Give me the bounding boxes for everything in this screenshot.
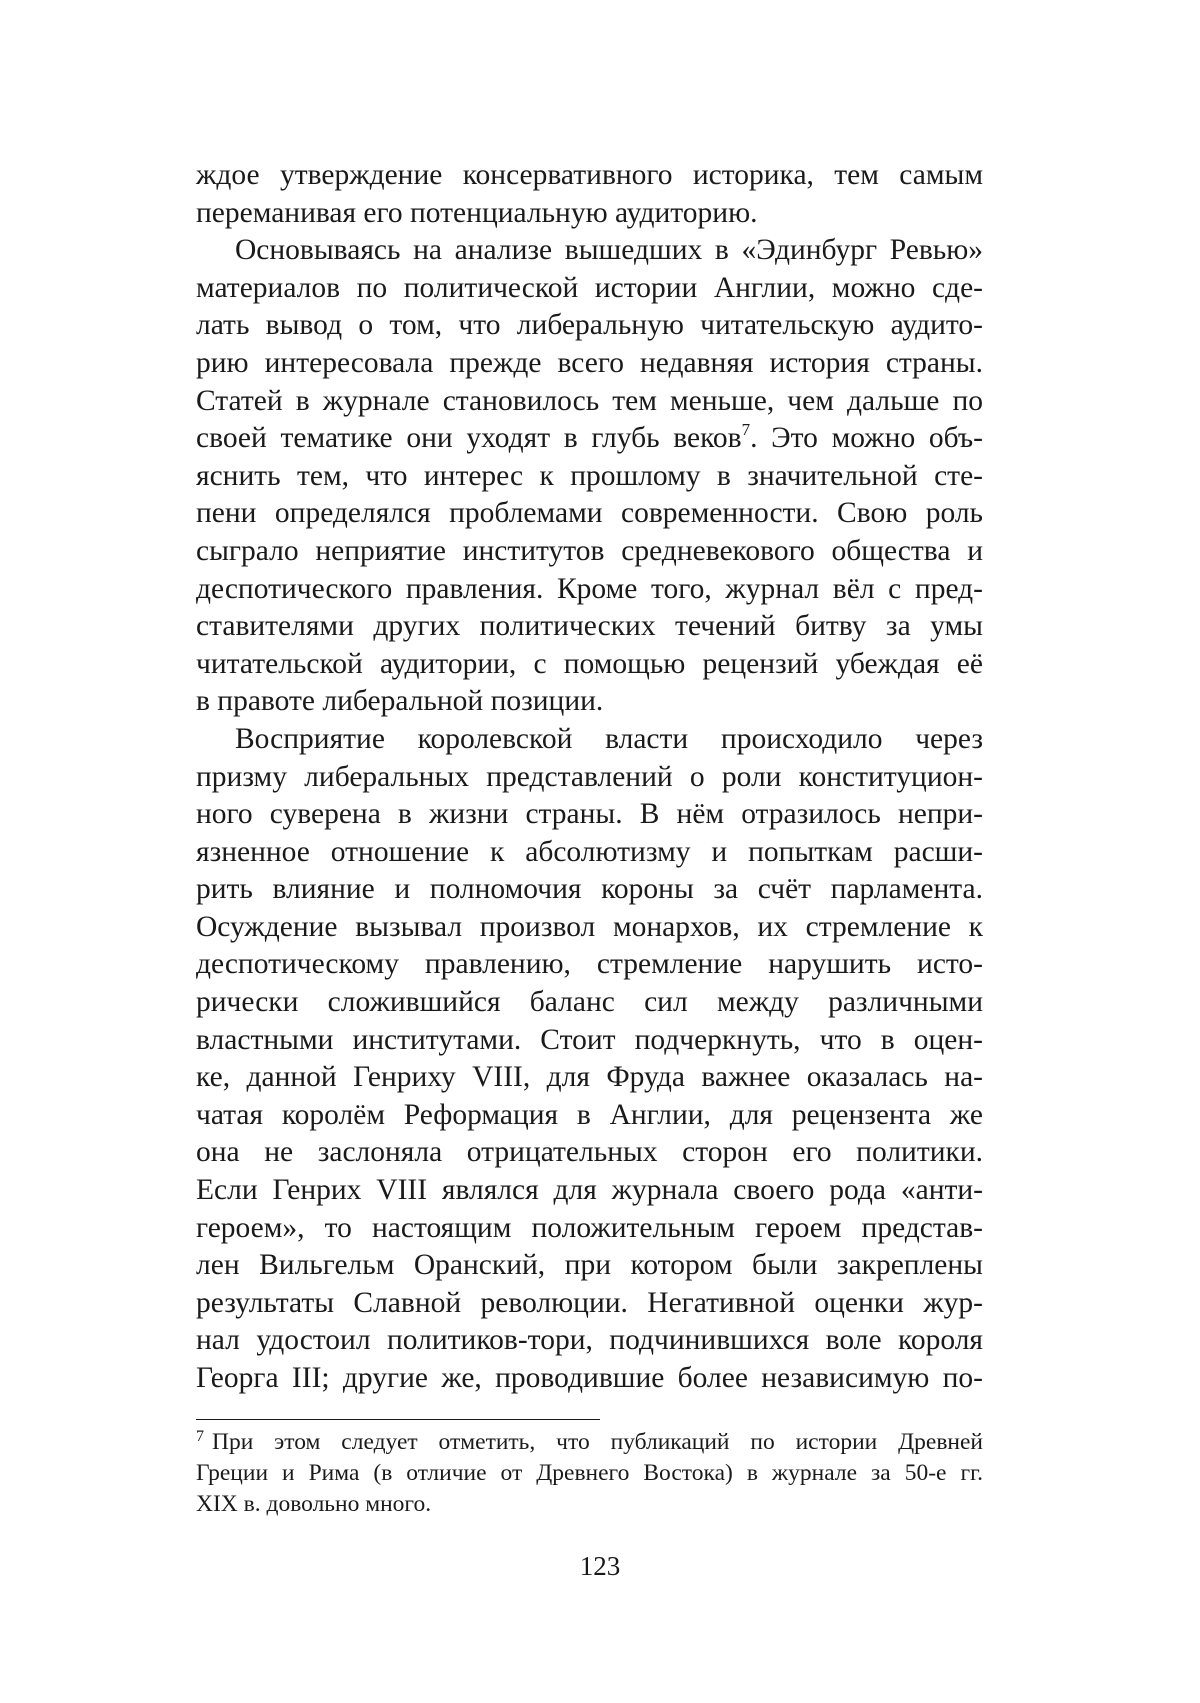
main-text (196, 157, 983, 1398)
text-line: ставителями других политических течений битву за умы (196, 610, 983, 643)
footnote-marker: 7 (196, 1428, 204, 1445)
footnote-line (196, 1427, 983, 1458)
text-line: ждое утверждение консервативного историка, тем самым (196, 159, 983, 191)
page-number: 123 (579, 1551, 621, 1581)
text-line-with-footnote-ref (196, 420, 983, 458)
footnote-line: Греции и Рима (в отличие от Древнего Востока) в журнале за 50-е гг. (196, 1460, 983, 1486)
footnote (196, 1427, 983, 1520)
footnote-line: XIX в. довольно много. (196, 1491, 432, 1517)
text-line: сыграло неприятие институтов средневекового общества и (196, 534, 983, 567)
text-line: героем», то настоящим положительным героем представ- (196, 1211, 983, 1244)
text-line: читательской аудитории, с помощью рецензий убеждая её (196, 647, 983, 680)
text-line: ке, данной Генриху VIII, для Фруда важнее оказалась на- (196, 1061, 983, 1094)
footnote-text: При этом следует отметить, что публикаций по истории Древней (212, 1429, 983, 1455)
footnote-divider (196, 1419, 600, 1420)
text-line: в правоте либеральной позиции. (196, 685, 604, 718)
text-fragment: . Это можно объ- (750, 422, 983, 455)
text-line: материалов по политической истории Англии, можно сде- (196, 271, 983, 304)
text-line: нал удостоил политиков-тори, подчинившихся воле короля (196, 1324, 983, 1357)
text-line: она не заслоняла отрицательных сторон его политики. (196, 1136, 983, 1169)
text-line: лать вывод о том, что либеральную читательскую аудито- (196, 309, 983, 342)
text-line: ного суверена в жизни страны. В нём отразилось непри- (196, 798, 983, 831)
text-fragment: своей тематике они уходят в глубь веков (196, 422, 742, 455)
text-line: Основываясь на анализе вышедших в «Эдинбург Ревью» (235, 234, 983, 267)
text-line: Георга III; другие же, проводившие более независимую по- (196, 1362, 983, 1394)
text-line: деспотического правления. Кроме того, журнал вёл с пред- (196, 572, 983, 605)
text-line: лен Вильгельм Оранский, при котором были закреплены (196, 1249, 983, 1282)
text-line: призму либеральных представлений о роли конституцион- (196, 760, 983, 793)
text-line: чатая королём Реформация в Англии, для рецензента же (196, 1098, 983, 1131)
text-line: переманивая его потенциальную аудиторию. (196, 196, 758, 229)
text-line: властными институтами. Стоит подчеркнуть, что в оцен- (196, 1023, 983, 1056)
text-line: Осуждение вызывал произвол монархов, их стремление к (196, 910, 983, 943)
text-line: пени определялся проблемами современности. Свою роль (196, 497, 983, 530)
text-line: Статей в журнале становилось тем меньше, чем дальше по (196, 384, 983, 417)
footnote-reference[interactable]: 7 (741, 420, 751, 440)
text-line: результаты Славной революции. Негативной оценки жур- (196, 1286, 983, 1319)
text-line: рить влияние и полномочия короны за счёт парламента. (196, 873, 983, 906)
text-line: яснить тем, что интерес к прошлому в значительной сте- (196, 459, 983, 492)
text-line: Восприятие королевской власти происходило через (235, 722, 983, 755)
text-line: рически сложившийся баланс сил между различными (196, 986, 983, 1019)
text-line: Если Генрих VIII являлся для журнала своего рода «анти- (196, 1174, 983, 1207)
text-line: рию интересовала прежде всего недавняя история страны. (196, 346, 983, 379)
text-line: деспотическому правлению, стремление нарушить исто- (196, 948, 983, 981)
text-line: язненное отношение к абсолютизму и попыткам расши- (196, 835, 983, 868)
